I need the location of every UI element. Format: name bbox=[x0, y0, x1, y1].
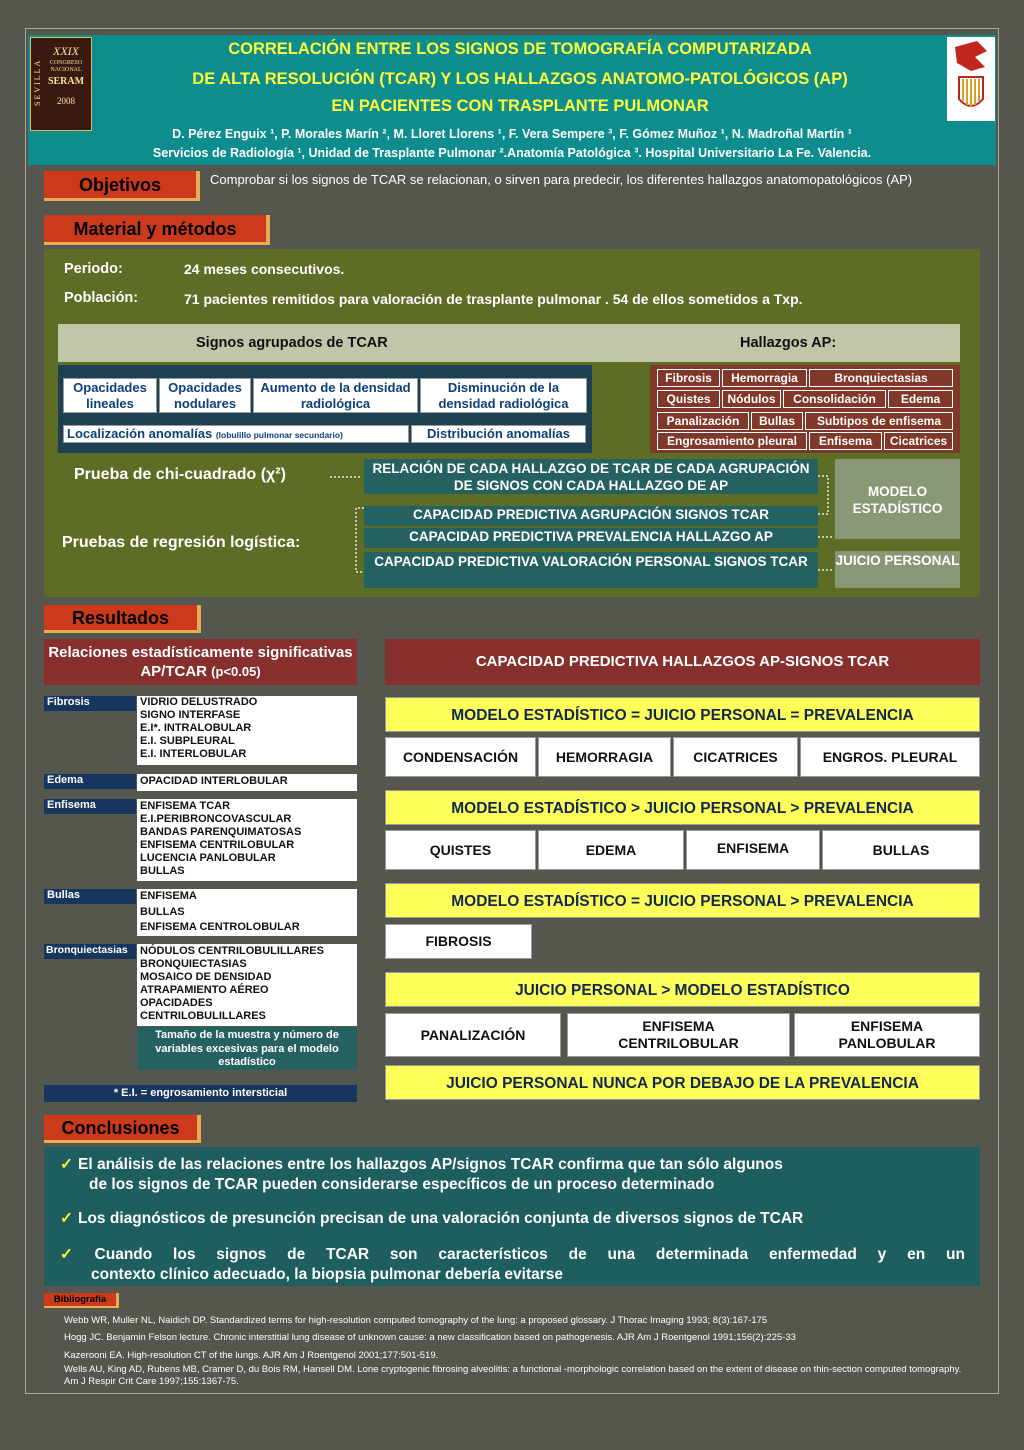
result-category: Enfisema bbox=[44, 799, 136, 814]
hallazgo-item: Nódulos bbox=[722, 390, 781, 408]
result-value: BULLAS bbox=[140, 905, 185, 918]
relaciones-title: Relaciones estadísticamente significativas AP/TCAR bbox=[48, 644, 353, 680]
periodo-value: 24 meses consecutivos. bbox=[184, 261, 345, 277]
result-value: ENFISEMA bbox=[140, 890, 197, 902]
signo-distribucion: Distribución anomalías bbox=[411, 425, 586, 443]
ei-footnote: * E.I. = engrosamiento intersticial bbox=[44, 1085, 357, 1102]
result-category: Edema bbox=[44, 774, 136, 789]
localizacion-label: Localización anomalías bbox=[67, 426, 213, 441]
outcome-heading: MODELO ESTADÍSTICO > JUICIO PERSONAL > PREVALENCIA bbox=[385, 790, 980, 825]
section-bibliografia: Bibliografía bbox=[44, 1293, 119, 1308]
hallazgo-item: Engrosamiento pleural bbox=[657, 432, 807, 450]
conclusion-item bbox=[60, 1155, 783, 1175]
result-value: E.I.PERIBRONCOVASCULAR bbox=[140, 813, 292, 825]
conclusion-item-cont: contexto clínico adecuado, la biopsia pulmonar debería evitarse bbox=[91, 1266, 564, 1283]
hallazgo-item: Bullas bbox=[751, 412, 803, 430]
regresion-label: Pruebas de regresión logística: bbox=[62, 534, 301, 551]
reference: Webb WR, Muller NL, Naidich DP. Standardized terms for high-resolution computed tomography of the lung: a proposed glossary. J Thorac Imaging 1993; 8(3):167-175 bbox=[64, 1315, 768, 1326]
signos-heading: Signos agrupados de TCAR bbox=[196, 335, 388, 351]
outcome-item: PANALIZACIÓN bbox=[385, 1013, 561, 1057]
result-value: E.I*. INTRALOBULAR bbox=[140, 722, 252, 734]
localizacion-sub: (lobulillo pulmonar secundario) bbox=[215, 430, 343, 440]
hallazgo-item: Bronquiectasias bbox=[809, 369, 953, 387]
relaciones-heading bbox=[44, 639, 357, 685]
result-value: SIGNO INTERFASE bbox=[140, 709, 241, 721]
hallazgo-item: Fibrosis bbox=[657, 369, 720, 387]
capacidad-valoracion-box: CAPACIDAD PREDICTIVA VALORACIÓN PERSONAL SIGNOS TCAR bbox=[364, 552, 818, 588]
result-values bbox=[137, 889, 357, 936]
hallazgos-heading: Hallazgos AP: bbox=[740, 335, 837, 351]
logo-line: CONGRESO bbox=[49, 60, 83, 66]
conclusiones-panel bbox=[44, 1147, 980, 1286]
logo-city: SEVILLA bbox=[33, 58, 42, 106]
result-value: E.I. INTERLOBULAR bbox=[140, 748, 247, 760]
result-value: E.I. SUBPLEURAL bbox=[140, 735, 235, 747]
result-value: MOSAICO DE DENSIDAD bbox=[140, 971, 272, 983]
conclusion-text: Los diagnósticos de presunción precisan de una valoración conjunta de diversos signos de TCAR bbox=[78, 1210, 804, 1227]
result-value: LUCENCIA PANLOBULAR bbox=[140, 852, 276, 864]
section-material-metodos: Material y métodos bbox=[44, 215, 270, 245]
signo-aumento-densidad: Aumento de la densidad radiológica bbox=[253, 378, 418, 413]
objetivos-text: Comprobar si los signos de TCAR se relacionan, o sirven para predecir, los diferentes hallazgos anatomopatológicos (AP) bbox=[210, 172, 913, 187]
outcome-heading: JUICIO PERSONAL NUNCA POR DEBAJO DE LA PREVALENCIA bbox=[385, 1065, 980, 1100]
juicio-personal-box: JUICIO PERSONAL bbox=[835, 551, 960, 588]
result-category: Bronquiectasias bbox=[44, 944, 136, 959]
authors: D. Pérez Enguix ¹, P. Morales Marín ², M. Lloret Llorens ¹, F. Vera Sempere ³, F. Gómez Muñoz ¹, N. Madroñal Martín ¹ bbox=[172, 127, 852, 141]
outcome-item: CONDENSACIÓN bbox=[385, 737, 536, 777]
outcome-heading: MODELO ESTADÍSTICO = JUICIO PERSONAL = PREVALENCIA bbox=[385, 697, 980, 732]
logo-year: 2008 bbox=[57, 96, 75, 106]
section-objetivos: Objetivos bbox=[44, 171, 200, 201]
signo-disminucion-densidad: Disminución de la densidad radiológica bbox=[420, 378, 587, 413]
result-value: VIDRIO DELUSTRADO bbox=[140, 696, 258, 708]
outcome-item: ENFISEMA bbox=[686, 830, 820, 870]
sample-size-note: Tamaño de la muestra y número de variables excesivas para el modelo estadístico bbox=[137, 1027, 357, 1070]
poblacion-label: Población: bbox=[64, 290, 139, 306]
conclusion-item bbox=[60, 1245, 965, 1265]
outcome-item: ENFISEMA CENTRILOBULAR bbox=[567, 1013, 790, 1057]
result-value: CENTRILOBULILLARES bbox=[140, 1010, 266, 1022]
outcome-heading: MODELO ESTADÍSTICO = JUICIO PERSONAL > PREVALENCIA bbox=[385, 883, 980, 918]
result-value: ENFISEMA CENTRILOBULAR bbox=[140, 839, 295, 851]
logo-edition: XXIX bbox=[53, 44, 79, 58]
hallazgo-item: Consolidación bbox=[783, 390, 886, 408]
chi-cuadrado-label: Prueba de chi-cuadrado (χ²) bbox=[74, 466, 286, 483]
capacidad-heading: CAPACIDAD PREDICTIVA HALLAZGOS AP-SIGNOS TCAR bbox=[385, 639, 980, 685]
conclusion-text: El análisis de las relaciones entre los hallazgos AP/signos TCAR confirma que tan sólo algunos bbox=[78, 1156, 783, 1173]
hallazgo-item: Cicatrices bbox=[884, 432, 953, 450]
conclusion-text: Cuando los signos de TCAR son característicos de una determinada enfermedad y en un bbox=[94, 1246, 965, 1263]
result-values bbox=[137, 944, 357, 1026]
outcome-item: QUISTES bbox=[385, 830, 536, 870]
result-value: NÓDULOS CENTRILOBULILLARES bbox=[140, 945, 324, 957]
result-category: Fibrosis bbox=[44, 696, 136, 711]
result-value: ATRAPAMIENTO AÉREO bbox=[140, 984, 269, 996]
outcome-item: BULLAS bbox=[822, 830, 980, 870]
modelo-estadistico-box: MODELO ESTADÍSTICO bbox=[835, 459, 960, 539]
capacidad-agrupacion-box: CAPACIDAD PREDICTIVA AGRUPACIÓN SIGNOS TCAR bbox=[364, 506, 818, 526]
relaciones-p: (p<0.05) bbox=[211, 664, 261, 679]
result-values bbox=[137, 774, 357, 791]
result-values bbox=[137, 696, 357, 765]
capacidad-prevalencia-box: CAPACIDAD PREDICTIVA PREVALENCIA HALLAZGO AP bbox=[364, 528, 818, 548]
outcome-item: ENGROS. PLEURAL bbox=[800, 737, 980, 777]
reference: Wells AU, King AD, Rubens MB, Cramer D, du Bois RM, Hansell DM. Lone cryptogenic fibrosing alveolitis: a functional -morphologic correlation based on the extent of disease on thin-section computed tomography. Am J Respir Crit Care 1997;155:1367-75. bbox=[64, 1364, 962, 1387]
result-value: BULLAS bbox=[140, 865, 185, 877]
result-value: BANDAS PARENQUIMATOSAS bbox=[140, 826, 302, 838]
title-line-1: CORRELACIÓN ENTRE LOS SIGNOS DE TOMOGRAFÍA COMPUTARIZADA bbox=[228, 40, 812, 58]
outcome-item: ENFISEMA PANLOBULAR bbox=[794, 1013, 980, 1057]
outcome-item: HEMORRAGIA bbox=[538, 737, 671, 777]
section-conclusiones: Conclusiones bbox=[44, 1115, 201, 1143]
poblacion-value: 71 pacientes remitidos para valoración de trasplante pulmonar . 54 de ellos sometidos a Txp. bbox=[184, 291, 803, 307]
title-line-2: DE ALTA RESOLUCIÓN (TCAR) Y LOS HALLAZGOS ANATOMO-PATOLÓGICOS (AP) bbox=[192, 70, 848, 88]
outcome-item: FIBROSIS bbox=[385, 924, 532, 959]
logo-line: NACIONAL bbox=[50, 67, 82, 73]
checkmark-icon: ✓ bbox=[60, 1210, 73, 1227]
section-resultados: Resultados bbox=[44, 605, 201, 633]
relacion-box: RELACIÓN DE CADA HALLAZGO DE TCAR DE CADA AGRUPACIÓN DE SIGNOS CON CADA HALLAZGO DE AP bbox=[364, 459, 818, 494]
conclusion-item bbox=[60, 1209, 803, 1229]
title-line-3: EN PACIENTES CON TRASPLANTE PULMONAR bbox=[331, 97, 709, 115]
conclusion-item-cont: de los signos de TCAR pueden considerarse específicos de un proceso determinado bbox=[89, 1176, 715, 1193]
result-value: ENFISEMA TCAR bbox=[140, 800, 231, 812]
outcome-heading: JUICIO PERSONAL > MODELO ESTADÍSTICO bbox=[385, 972, 980, 1007]
result-value: OPACIDAD INTERLOBULAR bbox=[140, 775, 288, 787]
result-values bbox=[137, 799, 357, 881]
reference: Kazerooni EA. High-resolution CT of the lungs. AJR Am J Roentgenol 2001;177:501-519. bbox=[64, 1350, 439, 1361]
hallazgo-item: Enfisema bbox=[809, 432, 882, 450]
affiliations: Servicios de Radiología ¹, Unidad de Trasplante Pulmonar ².Anatomía Patológica ³. Hospital Universitario La Fe. Valencia. bbox=[152, 146, 872, 160]
hallazgo-item: Quistes bbox=[657, 390, 720, 408]
hallazgo-item: Edema bbox=[888, 390, 953, 408]
result-value: OPACIDADES bbox=[140, 997, 213, 1009]
checkmark-icon: ✓ bbox=[60, 1246, 90, 1263]
logo-seram: SERAM bbox=[47, 76, 85, 87]
reference: Hogg JC. Benjamin Felson lecture. Chronic interstitial lung disease of unknown cause: a new classification based on pathogenesis. AJR Am J Roentgenol 1991;156(2):225-33 bbox=[64, 1332, 796, 1343]
connector bbox=[818, 476, 828, 514]
result-value: BRONQUIECTASIAS bbox=[140, 958, 247, 970]
hallazgo-item: Panalización bbox=[657, 412, 749, 430]
signo-opacidades-lineales: Opacidades lineales bbox=[63, 378, 157, 413]
signo-opacidades-nodulares: Opacidades nodulares bbox=[159, 378, 251, 413]
checkmark-icon: ✓ bbox=[60, 1156, 73, 1173]
connector bbox=[356, 508, 364, 572]
result-category: Bullas bbox=[44, 889, 136, 904]
outcome-item: EDEMA bbox=[538, 830, 684, 870]
hallazgo-item: Subtipos de enfisema bbox=[805, 412, 953, 430]
hallazgo-item: Hemorragia bbox=[722, 369, 807, 387]
outcome-item: CICATRICES bbox=[673, 737, 798, 777]
periodo-label: Periodo: bbox=[64, 261, 123, 277]
result-value: ENFISEMA CENTROLOBULAR bbox=[140, 921, 300, 933]
